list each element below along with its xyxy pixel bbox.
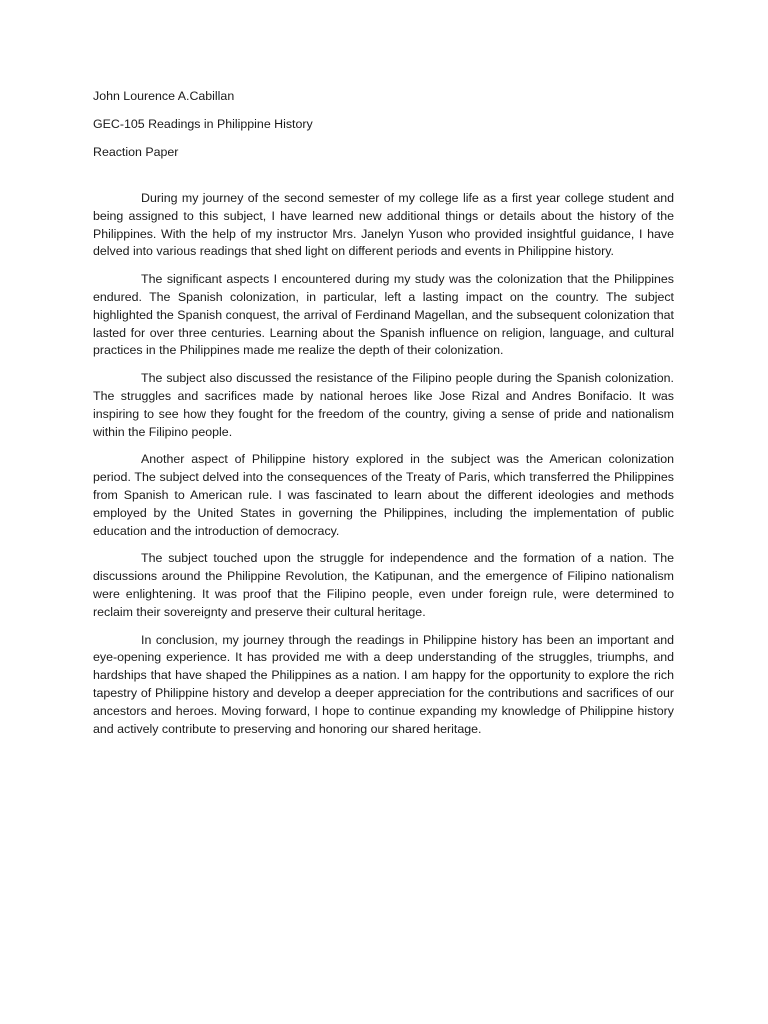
paragraph-spanish-colonization: The significant aspects I encountered during my study was the colonization that the Philippines endured. The Spanish colonization, in particular, left a lasting impact on the country. The subject highlighted the Spanish conquest, the arrival of Ferdinand Magellan, and the subsequent colonization that lasted for over three centuries. Learning about the Spanish influence on religion, language, and cultural practices in the Philippines made me realize the depth of their colonization. <box>93 272 674 358</box>
paragraph-conclusion: In conclusion, my journey through the readings in Philippine history has been an important and eye-opening experience. It has provided me with a deep understanding of the struggles, triumphs, and hardships that have shaped the Philippines as a nation. I am happy for the opportunity to explore the rich tapestry of Philippine history and develop a deeper appreciation for the contributions and sacrifices of our ancestors and heroes. Moving forward, I hope to continue expanding my knowledge of Philippine history and actively contribute to preserving and honoring our shared heritage. <box>93 632 674 736</box>
paragraph-resistance: The subject also discussed the resistance of the Filipino people during the Spanish colonization. The struggles and sacrifices made by national heroes like Jose Rizal and Andres Bonifacio. It was inspiring to see how they fought for the freedom of the country, giving a sense of pride and nationalism within the Filipino people. <box>93 371 674 439</box>
document-type: Reaction Paper <box>93 145 179 159</box>
document-content <box>93 88 674 748</box>
course-title: GEC-105 Readings in Philippine History <box>93 117 313 131</box>
document-body <box>93 190 674 738</box>
paragraph-independence: The subject touched upon the struggle for independence and the formation of a nation. The discussions around the Philippine Revolution, the Katipunan, and the emergence of Filipino nationalism were enlightening. It was proof that the Filipino people, even under foreign rule, were determined to reclaim their sovereignty and preserve their cultural heritage. <box>93 551 674 619</box>
paragraph-american-colonization: Another aspect of Philippine history explored in the subject was the American colonization period. The subject delved into the consequences of the Treaty of Paris, which transferred the Philippines from Spanish to American rule. I was fascinated to learn about the different ideologies and methods employed by the United States in governing the Philippines, including the implementation of public education and the introduction of democracy. <box>93 452 674 538</box>
paragraph-introduction: During my journey of the second semester of my college life as a first year college student and being assigned to this subject, I have learned new additional things or details about the history of the Philippines. With the help of my instructor Mrs. Janelyn Yuson who provided insightful guidance, I have delved into various readings that shed light on different periods and events in Philippine history. <box>93 191 674 259</box>
author-name: John Lourence A.Cabillan <box>93 89 235 103</box>
